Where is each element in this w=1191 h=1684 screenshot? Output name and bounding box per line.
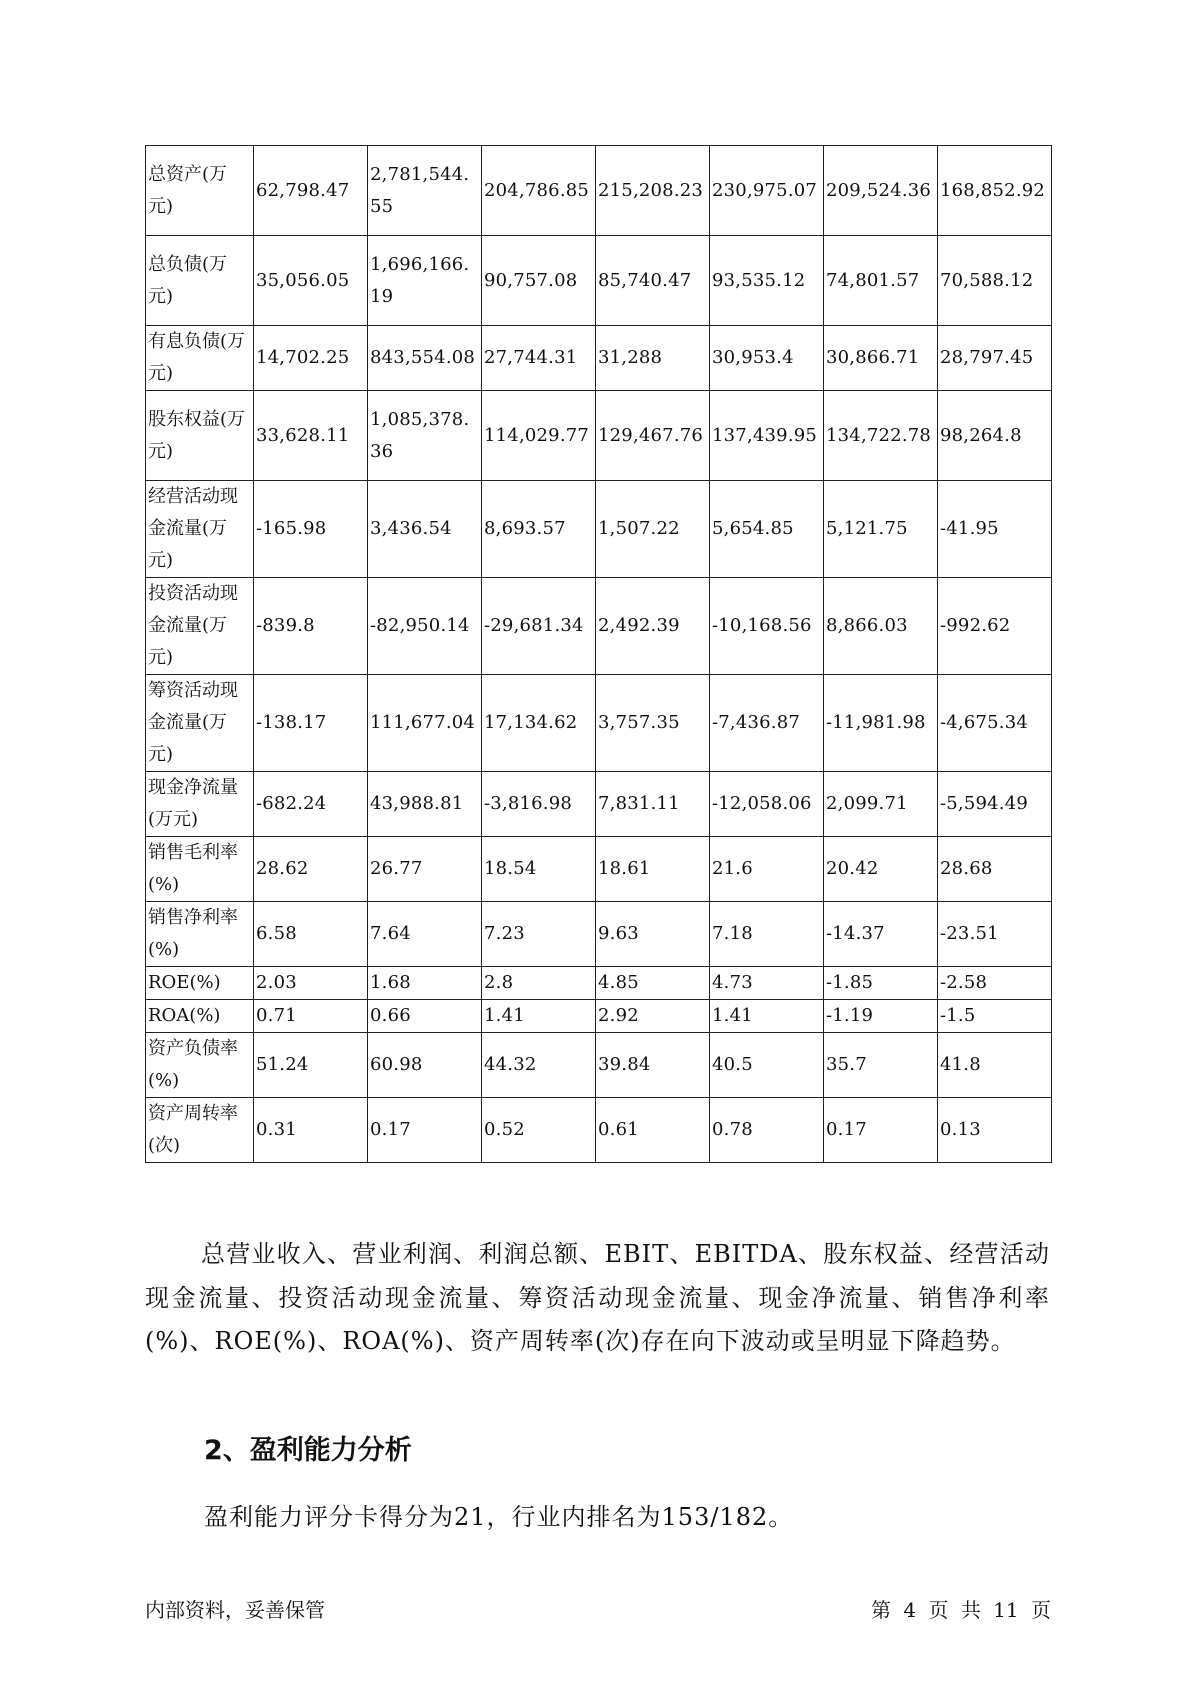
table-cell: 1,085,378.36 bbox=[368, 391, 482, 481]
table-cell: 35,056.05 bbox=[254, 236, 368, 326]
financial-table-body bbox=[146, 146, 1052, 1163]
table-cell: 1.68 bbox=[368, 967, 482, 1000]
table-cell: 44.32 bbox=[482, 1033, 596, 1098]
table-cell: 17,134.62 bbox=[482, 675, 596, 772]
table-cell: 0.61 bbox=[596, 1098, 710, 1163]
table-cell: 134,722.78 bbox=[824, 391, 938, 481]
table-cell: 0.13 bbox=[938, 1098, 1052, 1163]
row-label: ROA(%) bbox=[146, 1000, 254, 1033]
table-cell: -14.37 bbox=[824, 902, 938, 967]
table-row bbox=[146, 837, 1052, 902]
trend-paragraph: 总营业收入、营业利润、利润总额、EBIT、EBITDA、股东权益、经营活动现金流量、投资活动现金流量、筹资活动现金流量、现金净流量、销售净利率(%)、ROE(%)、ROA(%)、资产周转率(次)存在向下波动或呈明显下降趋势。 bbox=[145, 1240, 1050, 1355]
table-cell: 215,208.23 bbox=[596, 146, 710, 236]
table-cell: 2.03 bbox=[254, 967, 368, 1000]
table-cell: 26.77 bbox=[368, 837, 482, 902]
table-cell: 4.85 bbox=[596, 967, 710, 1000]
table-cell: 2.92 bbox=[596, 1000, 710, 1033]
table-cell: 204,786.85 bbox=[482, 146, 596, 236]
row-label: 经营活动现金流量(万元) bbox=[146, 481, 254, 578]
table-cell: 168,852.92 bbox=[938, 146, 1052, 236]
table-cell: 209,524.36 bbox=[824, 146, 938, 236]
table-cell: 30,866.71 bbox=[824, 326, 938, 391]
row-label: 筹资活动现金流量(万元) bbox=[146, 675, 254, 772]
table-cell: 4.73 bbox=[710, 967, 824, 1000]
table-cell: 28.62 bbox=[254, 837, 368, 902]
table-cell: 28,797.45 bbox=[938, 326, 1052, 391]
table-cell: 1.41 bbox=[710, 1000, 824, 1033]
section-heading: 2、盈利能力分析 bbox=[204, 1435, 412, 1466]
row-label: 资产负债率(%) bbox=[146, 1033, 254, 1098]
table-cell: 85,740.47 bbox=[596, 236, 710, 326]
row-label: ROE(%) bbox=[146, 967, 254, 1000]
table-cell: 40.5 bbox=[710, 1033, 824, 1098]
table-cell: 90,757.08 bbox=[482, 236, 596, 326]
table-row bbox=[146, 1098, 1052, 1163]
table-cell: 51.24 bbox=[254, 1033, 368, 1098]
table-cell: 114,029.77 bbox=[482, 391, 596, 481]
table-row bbox=[146, 1033, 1052, 1098]
table-row bbox=[146, 902, 1052, 967]
score-text: 盈利能力评分卡得分为21，行业内排名为153/182。 bbox=[204, 1503, 794, 1531]
table-row bbox=[146, 675, 1052, 772]
table-cell: -839.8 bbox=[254, 578, 368, 675]
table-row bbox=[146, 146, 1052, 236]
table-row bbox=[146, 578, 1052, 675]
row-label: 销售毛利率(%) bbox=[146, 837, 254, 902]
row-label: 总资产(万元) bbox=[146, 146, 254, 236]
table-cell: -10,168.56 bbox=[710, 578, 824, 675]
table-row bbox=[146, 326, 1052, 391]
table-cell: 43,988.81 bbox=[368, 772, 482, 837]
table-cell: 0.52 bbox=[482, 1098, 596, 1163]
table-cell: -11,981.98 bbox=[824, 675, 938, 772]
table-cell: 18.61 bbox=[596, 837, 710, 902]
table-cell: 137,439.95 bbox=[710, 391, 824, 481]
table-cell: 28.68 bbox=[938, 837, 1052, 902]
table-cell: -4,675.34 bbox=[938, 675, 1052, 772]
row-label: 销售净利率(%) bbox=[146, 902, 254, 967]
row-label: 有息负债(万元) bbox=[146, 326, 254, 391]
footer-confidential: 内部资料，妥善保管 bbox=[145, 1598, 325, 1622]
table-cell: 0.17 bbox=[368, 1098, 482, 1163]
table-cell: -165.98 bbox=[254, 481, 368, 578]
table-cell: 0.71 bbox=[254, 1000, 368, 1033]
row-label: 现金净流量(万元) bbox=[146, 772, 254, 837]
table-cell: 74,801.57 bbox=[824, 236, 938, 326]
table-cell: 111,677.04 bbox=[368, 675, 482, 772]
table-cell: 27,744.31 bbox=[482, 326, 596, 391]
table-cell: 843,554.08 bbox=[368, 326, 482, 391]
table-cell: -682.24 bbox=[254, 772, 368, 837]
table-cell: -5,594.49 bbox=[938, 772, 1052, 837]
table-cell: 3,757.35 bbox=[596, 675, 710, 772]
table-cell: 39.84 bbox=[596, 1033, 710, 1098]
table-cell: -3,816.98 bbox=[482, 772, 596, 837]
table-row bbox=[146, 481, 1052, 578]
table-cell: 3,436.54 bbox=[368, 481, 482, 578]
table-cell: 5,121.75 bbox=[824, 481, 938, 578]
table-cell: 2,781,544.55 bbox=[368, 146, 482, 236]
table-cell: 7,831.11 bbox=[596, 772, 710, 837]
table-cell: -29,681.34 bbox=[482, 578, 596, 675]
table-cell: 7.18 bbox=[710, 902, 824, 967]
table-cell: 8,693.57 bbox=[482, 481, 596, 578]
table-cell: -12,058.06 bbox=[710, 772, 824, 837]
table-row bbox=[146, 236, 1052, 326]
table-cell: 0.66 bbox=[368, 1000, 482, 1033]
table-cell: 1,507.22 bbox=[596, 481, 710, 578]
table-cell: 70,588.12 bbox=[938, 236, 1052, 326]
table-row bbox=[146, 391, 1052, 481]
table-cell: 98,264.8 bbox=[938, 391, 1052, 481]
table-cell: -138.17 bbox=[254, 675, 368, 772]
table-cell: 129,467.76 bbox=[596, 391, 710, 481]
table-row bbox=[146, 1000, 1052, 1033]
table-cell: -82,950.14 bbox=[368, 578, 482, 675]
table-cell: 6.58 bbox=[254, 902, 368, 967]
row-label: 总负债(万元) bbox=[146, 236, 254, 326]
table-cell: 18.54 bbox=[482, 837, 596, 902]
row-label: 股东权益(万元) bbox=[146, 391, 254, 481]
table-cell: 60.98 bbox=[368, 1033, 482, 1098]
table-cell: -992.62 bbox=[938, 578, 1052, 675]
table-cell: 35.7 bbox=[824, 1033, 938, 1098]
table-cell: -2.58 bbox=[938, 967, 1052, 1000]
table-cell: 31,288 bbox=[596, 326, 710, 391]
table-cell: 8,866.03 bbox=[824, 578, 938, 675]
table-cell: 2,099.71 bbox=[824, 772, 938, 837]
table-cell: 5,654.85 bbox=[710, 481, 824, 578]
table-cell: -41.95 bbox=[938, 481, 1052, 578]
table-cell: 7.23 bbox=[482, 902, 596, 967]
table-cell: 20.42 bbox=[824, 837, 938, 902]
table-cell: -7,436.87 bbox=[710, 675, 824, 772]
table-cell: 33,628.11 bbox=[254, 391, 368, 481]
row-label: 投资活动现金流量(万元) bbox=[146, 578, 254, 675]
financial-table bbox=[145, 145, 1052, 1163]
table-cell: 7.64 bbox=[368, 902, 482, 967]
table-cell: 62,798.47 bbox=[254, 146, 368, 236]
table-cell: 1,696,166.19 bbox=[368, 236, 482, 326]
table-cell: 30,953.4 bbox=[710, 326, 824, 391]
table-cell: 0.78 bbox=[710, 1098, 824, 1163]
table-cell: 14,702.25 bbox=[254, 326, 368, 391]
table-cell: -23.51 bbox=[938, 902, 1052, 967]
table-cell: 93,535.12 bbox=[710, 236, 824, 326]
row-label: 资产周转率(次) bbox=[146, 1098, 254, 1163]
table-cell: 0.17 bbox=[824, 1098, 938, 1163]
table-cell: 2,492.39 bbox=[596, 578, 710, 675]
table-cell: -1.85 bbox=[824, 967, 938, 1000]
footer-page-number: 第 4 页 共 11 页 bbox=[871, 1598, 1051, 1622]
table-cell: 41.8 bbox=[938, 1033, 1052, 1098]
table-row bbox=[146, 967, 1052, 1000]
table-cell: -1.5 bbox=[938, 1000, 1052, 1033]
table-cell: 0.31 bbox=[254, 1098, 368, 1163]
table-cell: -1.19 bbox=[824, 1000, 938, 1033]
table-row bbox=[146, 772, 1052, 837]
table-cell: 230,975.07 bbox=[710, 146, 824, 236]
table-cell: 21.6 bbox=[710, 837, 824, 902]
table-cell: 2.8 bbox=[482, 967, 596, 1000]
table-cell: 1.41 bbox=[482, 1000, 596, 1033]
table-cell: 9.63 bbox=[596, 902, 710, 967]
